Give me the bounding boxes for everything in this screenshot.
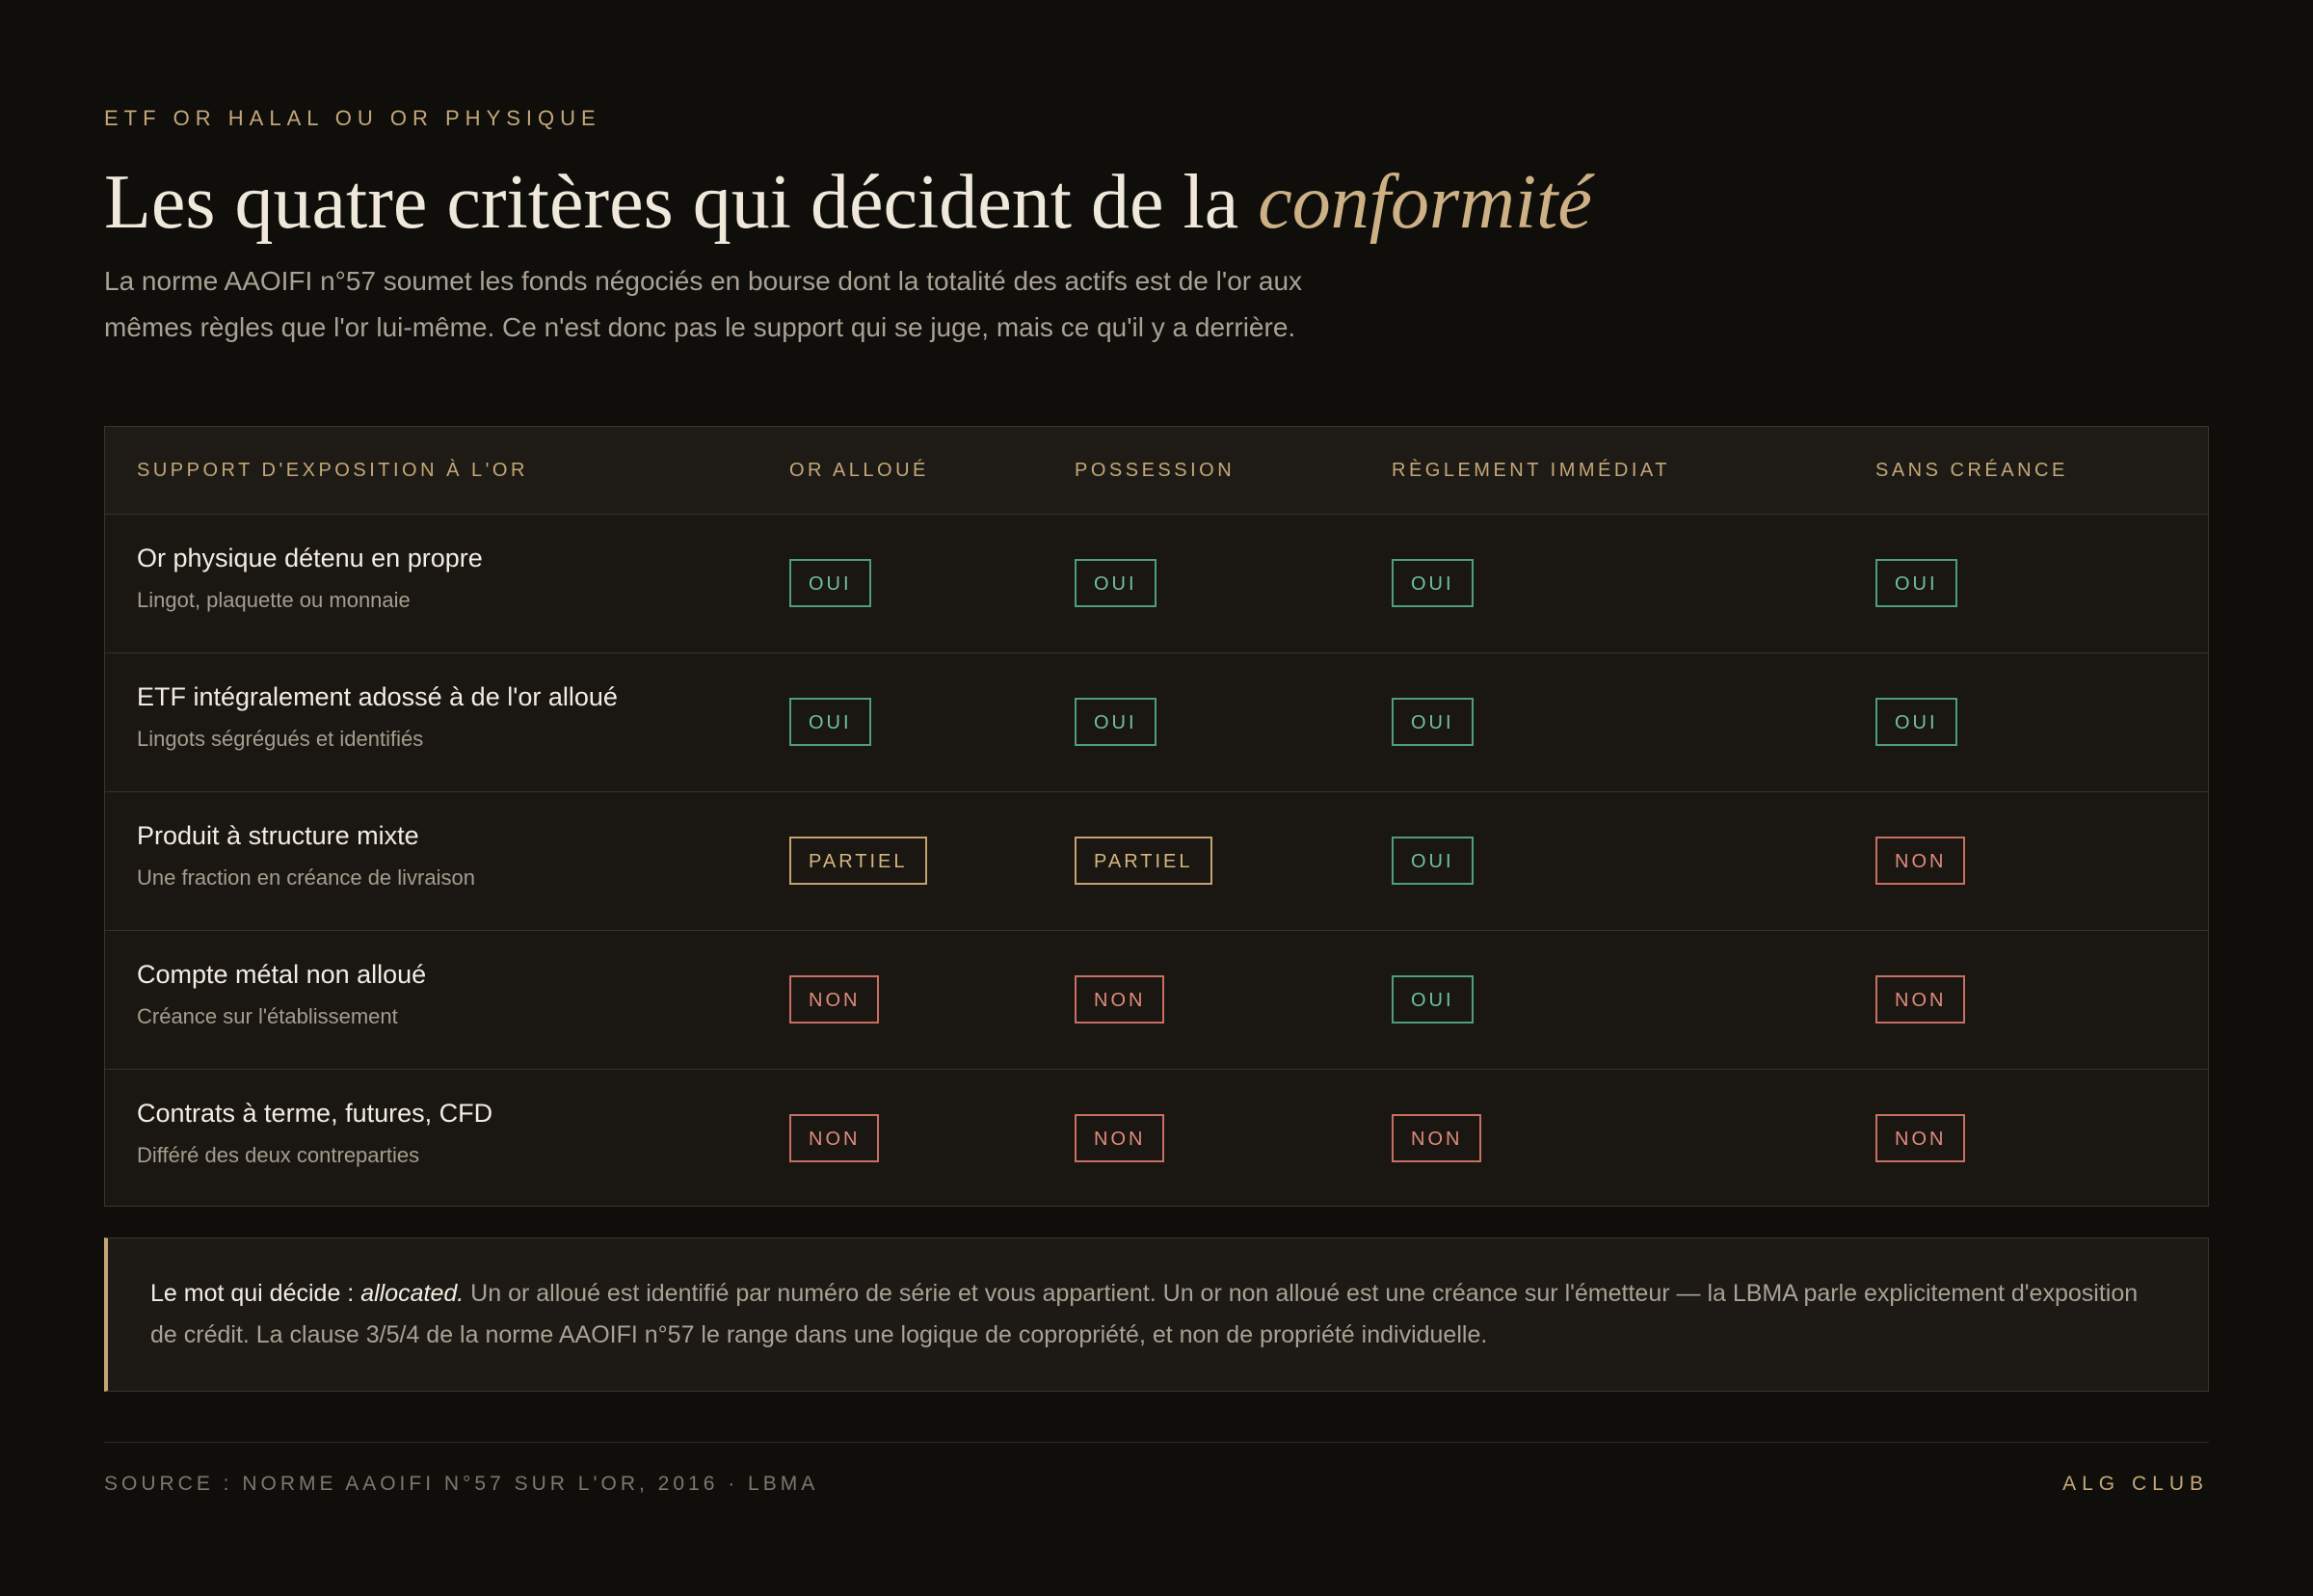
table-row	[105, 930, 2208, 1069]
status-badge: OUI	[1875, 698, 1957, 746]
status-badge: OUI	[1392, 559, 1474, 607]
status-badge: NON	[1875, 837, 1965, 885]
row-title: Or physique détenu en propre	[137, 544, 483, 572]
column-header-or-alloue: OR ALLOUÉ	[789, 460, 929, 481]
callout-note	[104, 1237, 2209, 1392]
page-title	[104, 154, 1592, 251]
row-subtitle: Différé des deux contreparties	[137, 1143, 420, 1167]
callout-body: Un or alloué est identifié par numéro de série et vous appartient. Un or non alloué est une créance sur l'émetteur — la LBMA parle explicitement d'exposition de crédit. La clause 3/5/4 de la norme AAOIFI n°57 le range dans une logique de copropriété, et non de propriété individuelle.	[150, 1280, 2139, 1348]
title-accent: conformité	[1258, 160, 1592, 245]
status-badge: OUI	[1875, 559, 1957, 607]
status-badge: OUI	[1392, 837, 1474, 885]
brand-name: ALG CLUB	[2062, 1473, 2209, 1495]
eyebrow: ETF OR HALAL OU OR PHYSIQUE	[104, 106, 601, 130]
lede: La norme AAOIFI n°57 soumet les fonds négociés en bourse dont la totalité des actifs est de l'or aux mêmes règles que l'or lui-même. Ce n'est donc pas le support qui se juge, mais ce qu'il y a derrière.	[104, 266, 1303, 342]
column-header-reglement: RÈGLEMENT IMMÉDIAT	[1392, 460, 1670, 481]
row-title: ETF intégralement adossé à de l'or alloué	[137, 682, 618, 711]
table-row	[105, 652, 2208, 791]
table-row	[105, 1069, 2208, 1208]
status-badge: NON	[1075, 975, 1164, 1024]
row-subtitle: Lingot, plaquette ou monnaie	[137, 588, 411, 612]
status-badge: PARTIEL	[789, 837, 927, 885]
status-badge: NON	[1875, 975, 1965, 1024]
status-badge: OUI	[1075, 559, 1156, 607]
divider	[104, 1442, 2209, 1443]
column-header-sans-creance: SANS CRÉANCE	[1875, 460, 2068, 481]
table-row	[105, 791, 2208, 930]
status-badge: NON	[789, 1114, 879, 1162]
callout-term: allocated.	[360, 1280, 465, 1307]
status-badge: NON	[1075, 1114, 1164, 1162]
status-badge: OUI	[789, 698, 871, 746]
status-badge: NON	[789, 975, 879, 1024]
status-badge: PARTIEL	[1075, 837, 1212, 885]
column-header-possession: POSSESSION	[1075, 460, 1236, 481]
table-header	[105, 427, 2208, 514]
table-row	[105, 514, 2208, 652]
status-badge: OUI	[789, 559, 871, 607]
status-badge: NON	[1392, 1114, 1481, 1162]
row-subtitle: Créance sur l'établissement	[137, 1004, 398, 1028]
row-title: Produit à structure mixte	[137, 821, 419, 850]
row-title: Contrats à terme, futures, CFD	[137, 1099, 493, 1128]
criteria-table	[104, 426, 2209, 1207]
row-title: Compte métal non alloué	[137, 960, 427, 989]
source-note: SOURCE : NORME AAOIFI N°57 SUR L'OR, 2016 · LBMA	[104, 1473, 819, 1495]
status-badge: NON	[1875, 1114, 1965, 1162]
callout-lead: Le mot qui décide :	[150, 1280, 361, 1307]
status-badge: OUI	[1075, 698, 1156, 746]
row-subtitle: Une fraction en créance de livraison	[137, 865, 475, 890]
title-main: Les quatre critères qui décident de la	[104, 160, 1259, 245]
status-badge: OUI	[1392, 975, 1474, 1024]
column-header-support: SUPPORT D'EXPOSITION À L'OR	[137, 460, 528, 481]
row-subtitle: Lingots ségrégués et identifiés	[137, 727, 424, 751]
status-badge: OUI	[1392, 698, 1474, 746]
